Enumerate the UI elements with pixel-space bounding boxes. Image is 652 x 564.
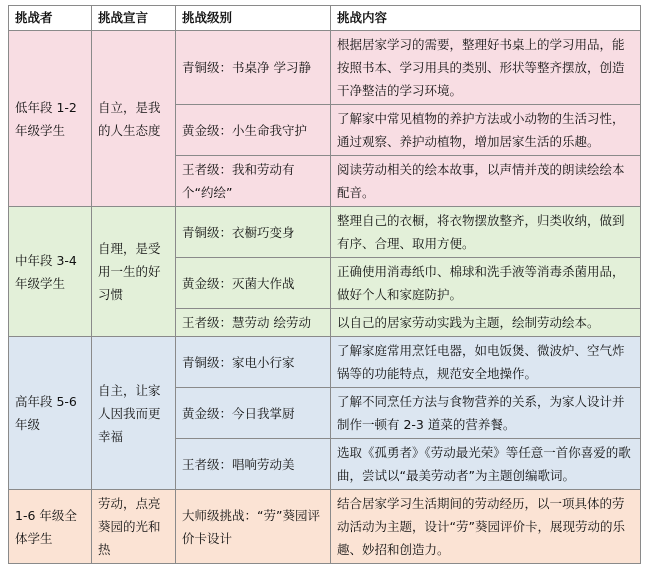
content-cell: 阅读劳动相关的绘本故事，以声情并茂的朗读绘绘本配音。 <box>331 156 641 207</box>
declaration-cell: 劳动，点亮葵园的光和热 <box>92 490 176 564</box>
declaration-cell: 自主，让家人因我而更幸福 <box>92 337 176 490</box>
content-cell: 整理自己的衣橱，将衣物摆放整齐，归类收纳，做到有序、合理、取用方便。 <box>331 207 641 258</box>
header-content: 挑战内容 <box>331 6 641 31</box>
header-challenger: 挑战者 <box>9 6 92 31</box>
table-row <box>9 31 641 105</box>
declaration-cell: 自立，是我的人生态度 <box>92 31 176 207</box>
level-cell: 青铜级：衣橱巧变身 <box>176 207 331 258</box>
challenger-cell: 中年段 3-4 年级学生 <box>9 207 92 337</box>
level-cell: 青铜级：书桌净 学习静 <box>176 31 331 105</box>
level-cell: 黄金级：灭菌大作战 <box>176 258 331 309</box>
level-cell: 大师级挑战：“劳”葵园评价卡设计 <box>176 490 331 564</box>
content-cell: 正确使用消毒纸巾、棉球和洗手液等消毒杀菌用品，做好个人和家庭防护。 <box>331 258 641 309</box>
level-cell: 王者级：慧劳动 绘劳动 <box>176 309 331 337</box>
challenger-cell: 低年段 1-2 年级学生 <box>9 31 92 207</box>
level-cell: 王者级：唱响劳动美 <box>176 439 331 490</box>
challenge-table <box>8 5 641 564</box>
challenger-cell: 1-6 年级全体学生 <box>9 490 92 564</box>
content-cell: 结合居家学习生活期间的劳动经历，以一项具体的劳动活动为主题，设计“劳”葵园评价卡，展现劳动的乐趣、妙招和创造力。 <box>331 490 641 564</box>
header-declaration: 挑战宣言 <box>92 6 176 31</box>
content-cell: 根据居家学习的需要，整理好书桌上的学习用品，能按照书本、学习用具的类别、形状等整齐摆放，创造干净整洁的学习环境。 <box>331 31 641 105</box>
challenger-cell: 高年段 5-6 年级 <box>9 337 92 490</box>
header-level: 挑战级别 <box>176 6 331 31</box>
level-cell: 青铜级：家电小行家 <box>176 337 331 388</box>
table-row <box>9 490 641 564</box>
content-cell: 了解不同烹任方法与食物营养的关系，为家人设计并制作一顿有 2-3 道菜的营养餐。 <box>331 388 641 439</box>
level-cell: 黄金级：今日我掌厨 <box>176 388 331 439</box>
level-cell: 王者级：我和劳动有个“约绘” <box>176 156 331 207</box>
content-cell: 以自己的居家劳动实践为主题，绘制劳动绘本。 <box>331 309 641 337</box>
table-row <box>9 207 641 258</box>
header-row <box>9 6 641 31</box>
content-cell: 了解家中常见植物的养护方法或小动物的生活习性，通过观察、养护动植物，增加居家生活的乐趣。 <box>331 105 641 156</box>
content-cell: 了解家庭常用烹饪电器，如电饭煲、微波炉、空气炸锅等的功能特点，规范安全地操作。 <box>331 337 641 388</box>
level-cell: 黄金级：小生命我守护 <box>176 105 331 156</box>
table-row <box>9 337 641 388</box>
content-cell: 选取《孤勇者》《劳动最光荣》等任意一首你喜爱的歌曲，尝试以“最美劳动者”为主题创编歌词。 <box>331 439 641 490</box>
declaration-cell: 自理，是受用一生的好习惯 <box>92 207 176 337</box>
